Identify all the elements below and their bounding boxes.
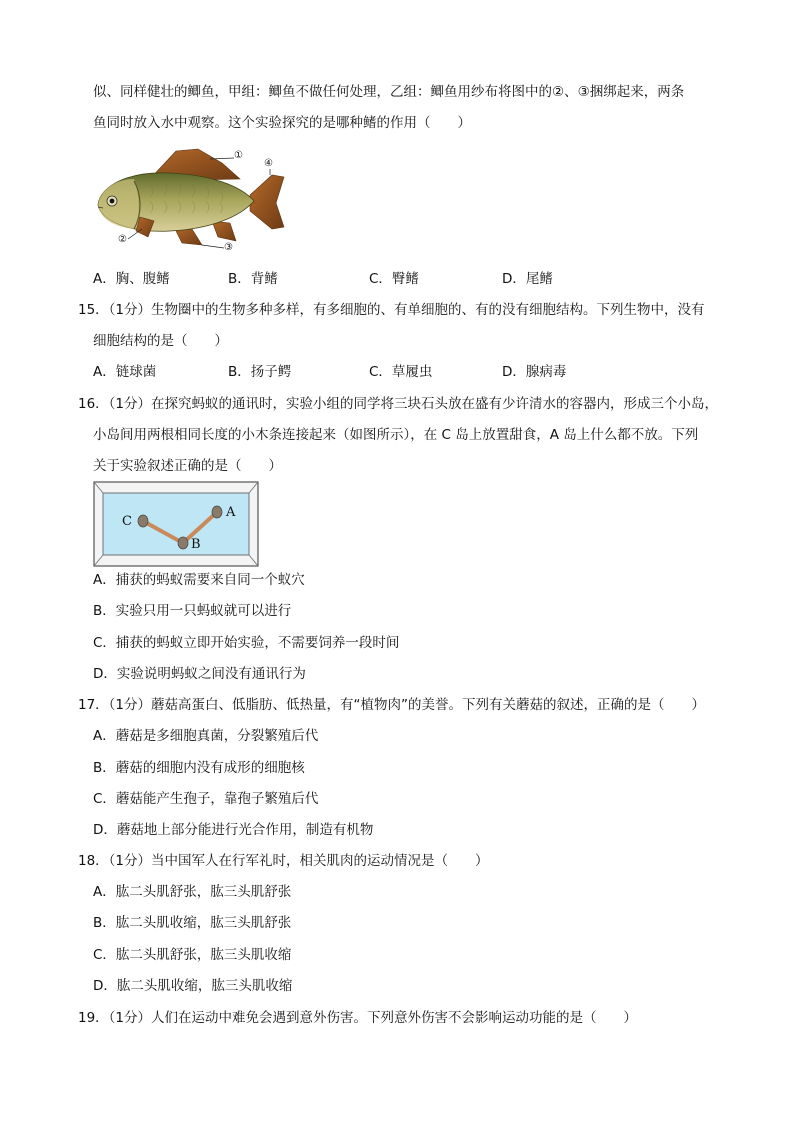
- fish-label-3: ③: [224, 242, 233, 253]
- q18-option-a[interactable]: A．肱二头肌舒张，肱三头肌舒张: [93, 884, 292, 900]
- q17-stem-line1: 17．（1分）蘑菇高蛋白、低脂肪、低热量，有“植物肉”的美誉。下列有关蘑菇的叙述，正确的是（ ）: [78, 697, 706, 713]
- q15-stem-line2: 细胞结构的是（ ）: [93, 333, 228, 349]
- q19-stem-line1: 19．（1分）人们在运动中难免会遇到意外伤害。下列意外伤害不会影响运动功能的是（ ）: [78, 1010, 638, 1026]
- fish-label-4: ④: [264, 158, 273, 169]
- fish-label-1: ①: [234, 150, 243, 161]
- q17-option-b[interactable]: B．蘑菇的细胞内没有成形的细胞核: [93, 760, 305, 776]
- q17-option-d[interactable]: D．蘑菇地上部分能进行光合作用，制造有机物: [93, 822, 374, 838]
- q14-stem-line1: 似、同样健壮的鲫鱼，甲组：鲫鱼不做任何处理，乙组：鲫鱼用纱布将图中的②、③捆绑起来，两条: [93, 84, 685, 100]
- q16-option-a[interactable]: A．捕获的蚂蚁需要来自同一个蚁穴: [93, 572, 305, 588]
- q14-option-d[interactable]: D．尾鳍: [502, 271, 553, 287]
- q15-stem-line1: 15．（1分）生物圈中的生物多种多样，有多细胞的、有单细胞的、有的没有细胞结构。下列生物中，没有: [78, 302, 705, 318]
- island-label-c: C: [122, 514, 132, 529]
- q14-stem-line2: 鱼同时放入水中观察。这个实验探究的是哪种鳍的作用（ ）: [93, 115, 471, 131]
- island-label-a: A: [226, 505, 236, 520]
- q18-option-b[interactable]: B．肱二头肌收缩，肱三头肌舒张: [93, 915, 292, 931]
- q18-option-d[interactable]: D．肱二头肌收缩，肱三头肌收缩: [93, 978, 293, 994]
- q16-stem-line2: 小岛间用两根相同长度的小木条连接起来（如图所示），在 C 岛上放置甜食，A 岛上什么都不放。下列: [93, 427, 699, 443]
- ant-experiment-figure: [93, 481, 259, 567]
- q18-stem-line1: 18．（1分）当中国军人在行军礼时，相关肌肉的运动情况是（ ）: [78, 853, 489, 869]
- q14-option-c[interactable]: C．臀鳍: [369, 271, 419, 287]
- q14-option-b[interactable]: B．背鳍: [228, 271, 278, 287]
- q15-option-b[interactable]: B．扬子鳄: [228, 364, 292, 380]
- fish-label-2: ②: [118, 234, 127, 245]
- q15-option-a[interactable]: A．链球菌: [93, 364, 157, 380]
- q15-option-c[interactable]: C．草履虫: [369, 364, 433, 380]
- q16-stem-line1: 16．（1分）在探究蚂蚁的通讯时，实验小组的同学将三块石头放在盛有少许清水的容器内，形成三个小岛，: [78, 396, 719, 412]
- q17-option-c[interactable]: C．蘑菇能产生孢子，靠孢子繁殖后代: [93, 791, 319, 807]
- q14-option-a[interactable]: A．胸、腹鳍: [93, 271, 170, 287]
- island-label-b: B: [191, 537, 201, 552]
- q18-option-c[interactable]: C．肱二头肌舒张，肱三头肌收缩: [93, 947, 292, 963]
- q15-option-d[interactable]: D．腺病毒: [502, 364, 567, 380]
- q17-option-a[interactable]: A．蘑菇是多细胞真菌，分裂繁殖后代: [93, 728, 319, 744]
- q16-stem-line3: 关于实验叙述正确的是（ ）: [93, 458, 282, 474]
- container-illustration: [93, 481, 259, 567]
- q16-option-d[interactable]: D．实验说明蚂蚁之间没有通讯行为: [93, 666, 306, 682]
- fish-figure: [90, 145, 290, 257]
- q16-option-b[interactable]: B．实验只用一只蚂蚁就可以进行: [93, 603, 292, 619]
- q16-option-c[interactable]: C．捕获的蚂蚁立即开始实验，不需要饲养一段时间: [93, 635, 400, 651]
